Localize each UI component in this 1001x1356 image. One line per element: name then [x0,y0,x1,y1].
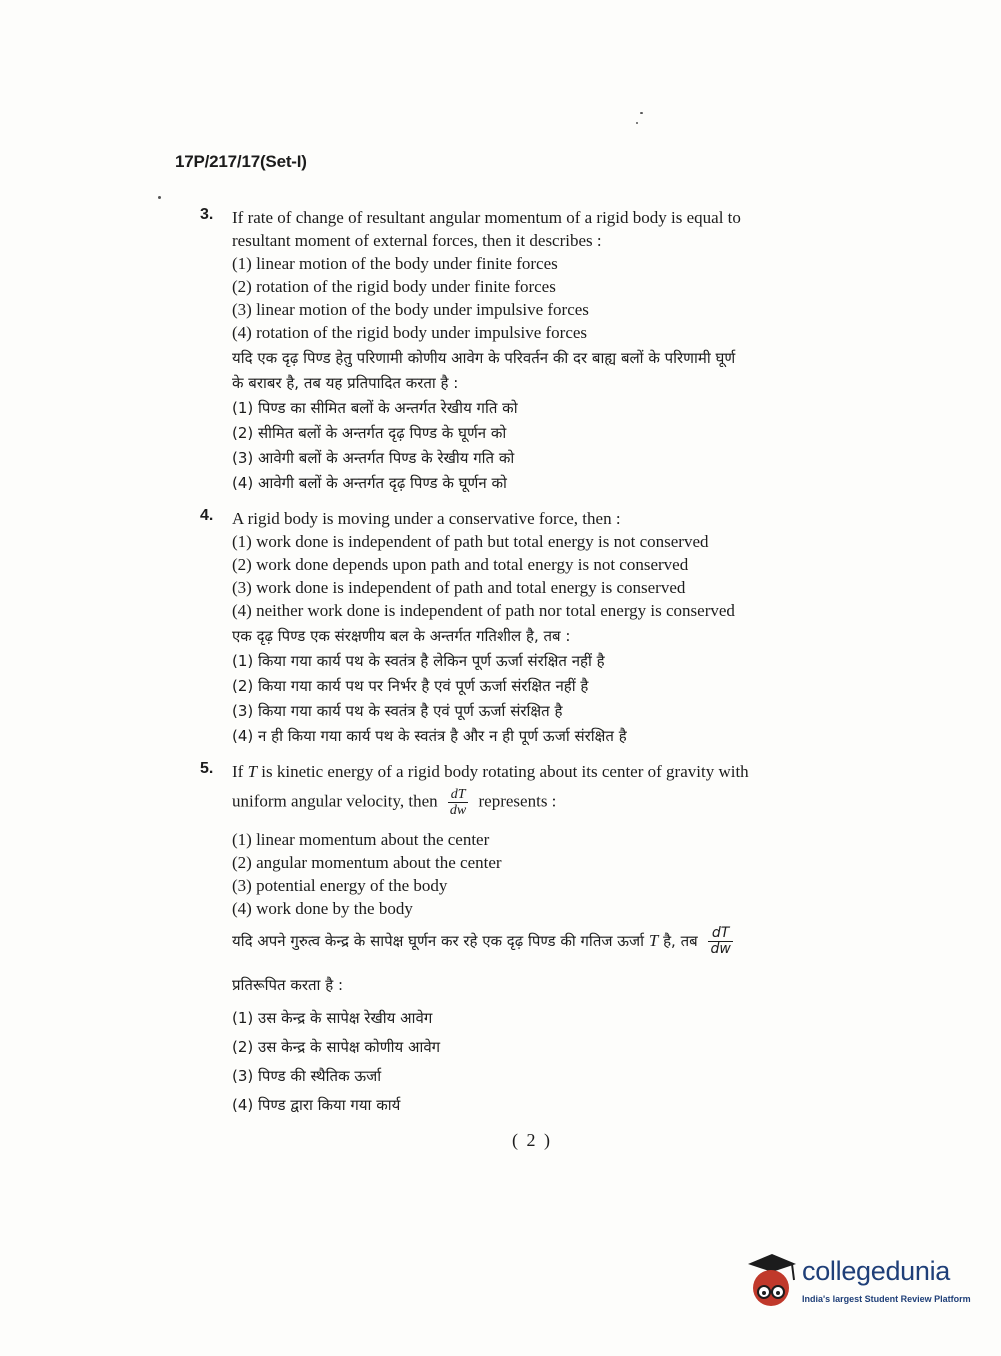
question-stem-hi: प्रतिरूपित करता है : [232,976,343,994]
question-stem-hi: एक दृढ़ पिण्ड एक संरक्षणीय बल के अन्तर्गत गतिशील है, तब : [232,627,571,645]
fraction-denominator: dw [449,803,467,818]
fraction-dT-dw [448,787,468,818]
option-en-4: (4) work done by the body [232,899,413,918]
option-hi-2: (2) किया गया कार्य पथ पर निर्भर है एवं पूर्ण ऊर्जा संरक्षित नहीं है [232,677,589,695]
option-hi-1: (1) किया गया कार्य पथ के स्वतंत्र है लेकिन पूर्ण ऊर्जा संरक्षित नहीं है [232,652,605,670]
option-hi-1: (1) पिण्ड का सीमित बलों के अन्तर्गत रेखीय गति को [232,399,518,417]
option-en-2: (2) angular momentum about the center [232,853,502,872]
fraction-numerator: dT [448,787,468,803]
question-stem-hi: यदि एक दृढ़ पिण्ड हेतु परिणामी कोणीय आवेग के परिवर्तन की दर बाह्य बलों के परिणामी घूर्ण [232,349,736,367]
option-en-1: (1) linear momentum about the center [232,830,490,849]
mascot-icon [742,1250,800,1314]
question-stem-en: resultant moment of external forces, then it describes : [232,231,602,250]
question-3 [200,206,860,496]
option-en-3: (3) potential energy of the body [232,876,448,895]
option-en-2: (2) rotation of the rigid body under finite forces [232,277,556,296]
question-number: 4. [200,507,214,524]
stem-text: uniform angular velocity, then [232,791,438,811]
question-number: 3. [200,206,214,223]
fraction-dT-dw [708,926,732,957]
brand-name: collegedunia [802,1256,951,1286]
option-en-1: (1) work done is independent of path but total energy is not conserved [232,532,709,551]
stem-text: represents : [478,791,557,811]
question-stem-en: If rate of change of resultant angular momentum of a rigid body is equal to [232,208,741,227]
option-hi-4: (4) न ही किया गया कार्य पथ के स्वतंत्र है और न ही पूर्ण ऊर्जा संरक्षित है [232,727,627,745]
variable-T: T [648,931,659,950]
option-en-4: (4) rotation of the rigid body under impulsive forces [232,323,588,342]
question-stem-hi [232,926,860,957]
stem-text: If [232,762,248,781]
option-hi-3: (3) पिण्ड की स्थैतिक ऊर्जा [232,1067,382,1085]
option-hi-1: (1) उस केन्द्र के सापेक्ष रेखीय आवेग [232,1009,433,1027]
option-hi-4: (4) पिण्ड द्वारा किया गया कार्य [232,1096,401,1114]
stem-text: is kinetic energy of a rigid body rotating about its center of gravity with [257,762,749,781]
option-hi-3: (3) आवेगी बलों के अन्तर्गत पिण्ड के रेखीय गति को [232,449,515,467]
stem-text: यदि अपने गुरुत्व केन्द्र के सापेक्ष घूर्णन कर रहे एक दृढ़ पिण्ड की गतिज ऊर्जा [232,932,649,950]
option-en-3: (3) work done is independent of path and total energy is conserved [232,578,686,597]
paper-code: 17P/217/17(Set-I) [175,152,307,171]
stem-text: है, तब [658,932,698,950]
option-en-1: (1) linear motion of the body under finite forces [232,254,558,273]
fraction-numerator: dT [708,926,732,942]
page-number: ( 2 ) [512,1130,552,1150]
question-stem-hi: के बराबर है, तब यह प्रतिपादित करता है : [232,374,459,392]
question-5 [200,760,860,1120]
scan-speck [640,112,643,114]
scan-speck [158,196,161,199]
option-en-3: (3) linear motion of the body under impulsive forces [232,300,589,319]
option-hi-3: (3) किया गया कार्य पथ के स्वतंत्र है एवं पूर्ण ऊर्जा संरक्षित है [232,702,563,720]
brand-tagline: India's largest Student Review Platform [802,1294,971,1304]
option-hi-4: (4) आवेगी बलों के अन्तर्गत दृढ़ पिण्ड के घूर्णन को [232,474,507,492]
option-en-4: (4) neither work done is independent of path nor total energy is conserved [232,601,735,620]
scan-speck [636,122,638,124]
question-4 [200,507,860,749]
variable-T: T [247,762,258,781]
option-hi-2: (2) उस केन्द्र के सापेक्ष कोणीय आवेग [232,1038,441,1056]
collegedunia-watermark [742,1250,972,1314]
option-hi-2: (2) सीमित बलों के अन्तर्गत दृढ़ पिण्ड के घूर्णन को [232,424,507,442]
option-en-2: (2) work done depends upon path and total energy is not conserved [232,555,689,574]
fraction-denominator: dw [710,941,731,957]
question-stem-en [232,787,860,818]
question-stem-en [232,760,860,783]
question-number: 5. [200,760,214,777]
question-stem-en: A rigid body is moving under a conservative force, then : [232,509,621,528]
